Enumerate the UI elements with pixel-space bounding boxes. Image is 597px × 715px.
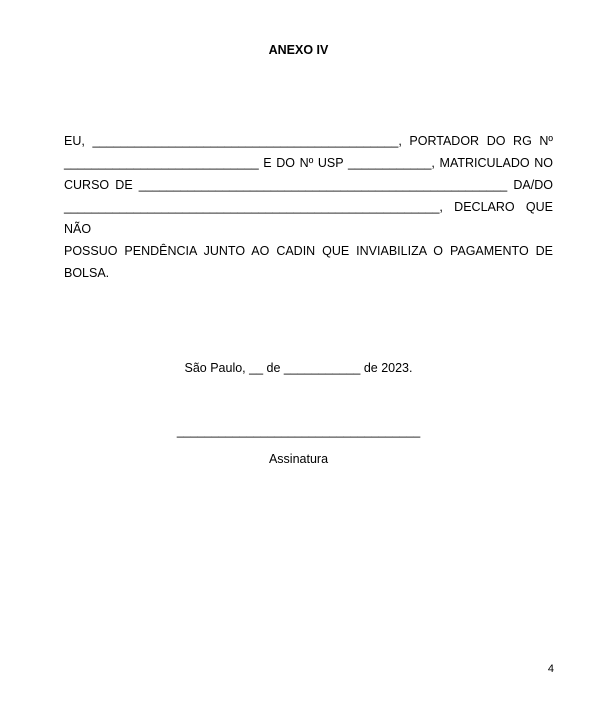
page-number: 4 xyxy=(547,663,554,675)
paragraph-line: BOLSA. xyxy=(64,266,110,280)
paragraph-line: ____________________________ E DO Nº USP ____________, MATRICULADO NO xyxy=(64,156,553,170)
paragraph-line: CURSO DE _____________________________________________________ DA/DO xyxy=(64,178,553,192)
signature-label: Assinatura xyxy=(268,452,329,466)
paragraph-line: ______________________________________________________, DECLARO QUE NÃO xyxy=(64,200,553,236)
document-title: ANEXO IV xyxy=(268,43,329,57)
date-line: São Paulo, __ de ___________ de 2023. xyxy=(184,361,413,375)
signature-line: ___________________________________ xyxy=(176,424,421,438)
paragraph-line: EU, ____________________________________________, PORTADOR DO RG Nº xyxy=(64,134,553,148)
declaration-paragraph xyxy=(64,130,553,284)
paragraph-line: POSSUO PENDÊNCIA JUNTO AO CADIN QUE INVIABILIZA O PAGAMENTO DE xyxy=(64,244,553,258)
